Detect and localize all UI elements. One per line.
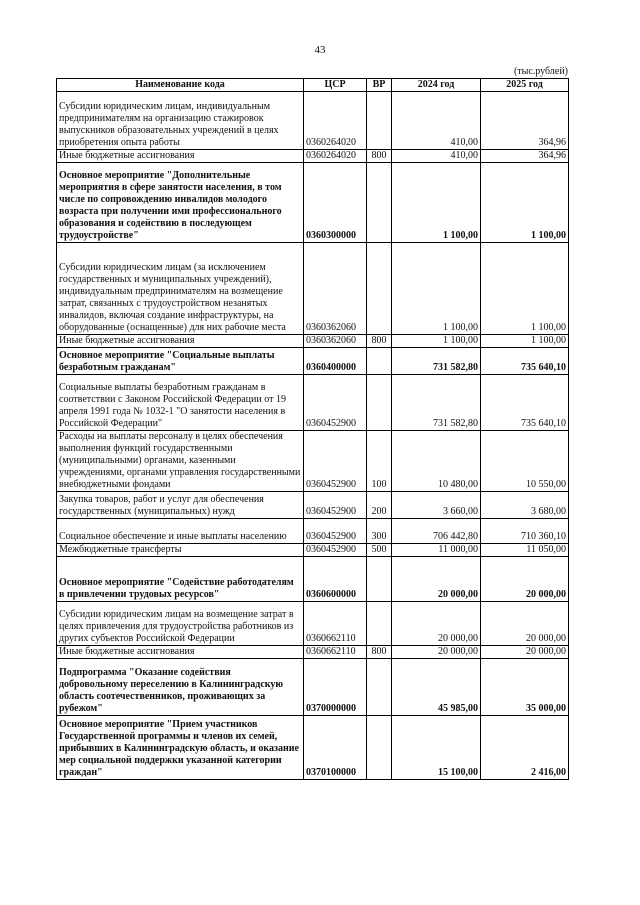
table-row [57, 163, 569, 243]
table-row [57, 431, 569, 492]
cell-name: Основное мероприятие "Социальные выплаты безработным гражданам" [57, 348, 304, 375]
cell-2024: 20 000,00 [392, 557, 481, 602]
cell-csr: 0360600000 [304, 557, 367, 602]
table-row [57, 519, 569, 544]
cell-csr: 0360452900 [304, 519, 367, 544]
cell-2024: 3 660,00 [392, 492, 481, 519]
cell-2024: 20 000,00 [392, 646, 481, 659]
header-name: Наименование кода [57, 79, 304, 92]
cell-vr [367, 659, 392, 716]
cell-2025: 364,96 [481, 92, 569, 150]
cell-2025: 35 000,00 [481, 659, 569, 716]
cell-2024: 410,00 [392, 150, 481, 163]
cell-vr [367, 92, 392, 150]
cell-name: Субсидии юридическим лицам, индивидуальным предпринимателям на организацию стажировок выпускников образовательных учреждений в целях приобретения опыта работы [57, 92, 304, 150]
cell-name: Закупка товаров, работ и услуг для обеспечения государственных (муниципальных) нужд [57, 492, 304, 519]
table-row [57, 375, 569, 431]
cell-vr [367, 348, 392, 375]
cell-name: Межбюджетные трансферты [57, 544, 304, 557]
cell-name: Иные бюджетные ассигнования [57, 335, 304, 348]
cell-csr: 0360662110 [304, 646, 367, 659]
table-row [57, 92, 569, 150]
cell-vr: 800 [367, 150, 392, 163]
cell-csr: 0360452900 [304, 544, 367, 557]
cell-2025: 2 416,00 [481, 716, 569, 780]
cell-2025: 710 360,10 [481, 519, 569, 544]
table-row [57, 557, 569, 602]
table-header-row [57, 79, 569, 92]
cell-name: Расходы на выплаты персоналу в целях обеспечения выполнения функций государственными (муниципальными) органами, казенными учреждениями, органами управления государственными внебюджетными фондами [57, 431, 304, 492]
cell-2025: 735 640,10 [481, 375, 569, 431]
table-row [57, 659, 569, 716]
cell-name: Основное мероприятие "Содействие работодателям в привлечении трудовых ресурсов" [57, 557, 304, 602]
table-row [57, 492, 569, 519]
page-number: 43 [314, 44, 326, 56]
cell-2025: 1 100,00 [481, 335, 569, 348]
cell-2024: 1 100,00 [392, 243, 481, 335]
cell-vr [367, 375, 392, 431]
cell-2024: 20 000,00 [392, 602, 481, 646]
cell-vr [367, 163, 392, 243]
cell-vr [367, 243, 392, 335]
cell-2024: 10 480,00 [392, 431, 481, 492]
cell-vr: 800 [367, 335, 392, 348]
cell-2024: 706 442,80 [392, 519, 481, 544]
cell-csr: 0360300000 [304, 163, 367, 243]
cell-csr: 0370000000 [304, 659, 367, 716]
cell-name: Субсидии юридическим лицам (за исключением государственных и муниципальных учреждений), индивидуальным предпринимателям на возмещение затрат, связанных с трудоустройством незанятых инвалидов, включая создание инфраструктуры, на оборудованные (оснащенные) для них рабочие места [57, 243, 304, 335]
table-row [57, 544, 569, 557]
table-row [57, 602, 569, 646]
cell-csr: 0360362060 [304, 243, 367, 335]
table-row [57, 243, 569, 335]
cell-2025: 364,96 [481, 150, 569, 163]
cell-vr [367, 602, 392, 646]
cell-csr: 0360362060 [304, 335, 367, 348]
cell-2025: 735 640,10 [481, 348, 569, 375]
table-row [57, 348, 569, 375]
table-row [57, 646, 569, 659]
cell-2025: 10 550,00 [481, 431, 569, 492]
cell-2025: 3 680,00 [481, 492, 569, 519]
cell-csr: 0370100000 [304, 716, 367, 780]
cell-name: Субсидии юридическим лицам на возмещение затрат в целях привлечения для трудоустройства работников из других субъектов Российской Федерации [57, 602, 304, 646]
cell-name: Иные бюджетные ассигнования [57, 150, 304, 163]
cell-2025: 20 000,00 [481, 646, 569, 659]
cell-2025: 1 100,00 [481, 243, 569, 335]
cell-2024: 1 100,00 [392, 163, 481, 243]
cell-csr: 0360452900 [304, 492, 367, 519]
cell-2024: 15 100,00 [392, 716, 481, 780]
cell-csr: 0360264020 [304, 92, 367, 150]
cell-csr: 0360264020 [304, 150, 367, 163]
cell-vr: 200 [367, 492, 392, 519]
budget-table [56, 78, 569, 780]
cell-2025: 20 000,00 [481, 602, 569, 646]
cell-2024: 731 582,80 [392, 375, 481, 431]
table-row [57, 150, 569, 163]
units-label: (тыс.рублей) [513, 66, 568, 77]
cell-2024: 1 100,00 [392, 335, 481, 348]
header-csr: ЦСР [304, 79, 367, 92]
cell-csr: 0360452900 [304, 375, 367, 431]
cell-name: Подпрограмма "Оказание содействия добровольному переселению в Калининградскую область соотечественников, проживающих за рубежом" [57, 659, 304, 716]
cell-2024: 731 582,80 [392, 348, 481, 375]
cell-csr: 0360400000 [304, 348, 367, 375]
cell-2024: 45 985,00 [392, 659, 481, 716]
cell-name: Социальные выплаты безработным гражданам в соответствии с Законом Российской Федерации от 19 апреля 1991 года № 1032-1 "О занятости населения в Российской Федерации" [57, 375, 304, 431]
cell-2024: 11 000,00 [392, 544, 481, 557]
cell-2024: 410,00 [392, 92, 481, 150]
cell-name: Основное мероприятие "Дополнительные мероприятия в сфере занятости населения, в том числе по сопровождению инвалидов молодого возраста при получении ими профессионального образования и содействию в последующем трудоустройстве" [57, 163, 304, 243]
cell-vr: 500 [367, 544, 392, 557]
cell-2025: 1 100,00 [481, 163, 569, 243]
header-vr: ВР [367, 79, 392, 92]
cell-vr: 300 [367, 519, 392, 544]
cell-name: Иные бюджетные ассигнования [57, 646, 304, 659]
header-2024: 2024 год [392, 79, 481, 92]
cell-vr [367, 557, 392, 602]
cell-2025: 11 050,00 [481, 544, 569, 557]
cell-csr: 0360452900 [304, 431, 367, 492]
cell-vr: 100 [367, 431, 392, 492]
cell-name: Социальное обеспечение и иные выплаты населению [57, 519, 304, 544]
cell-vr: 800 [367, 646, 392, 659]
table-row [57, 716, 569, 780]
table-row [57, 335, 569, 348]
cell-2025: 20 000,00 [481, 557, 569, 602]
cell-csr: 0360662110 [304, 602, 367, 646]
cell-vr [367, 716, 392, 780]
cell-name: Основное мероприятие "Прием участников Государственной программы и членов их семей, прибывших в Калининградскую область, и оказание мер социальной поддержки указанной категории граждан" [57, 716, 304, 780]
header-2025: 2025 год [481, 79, 569, 92]
